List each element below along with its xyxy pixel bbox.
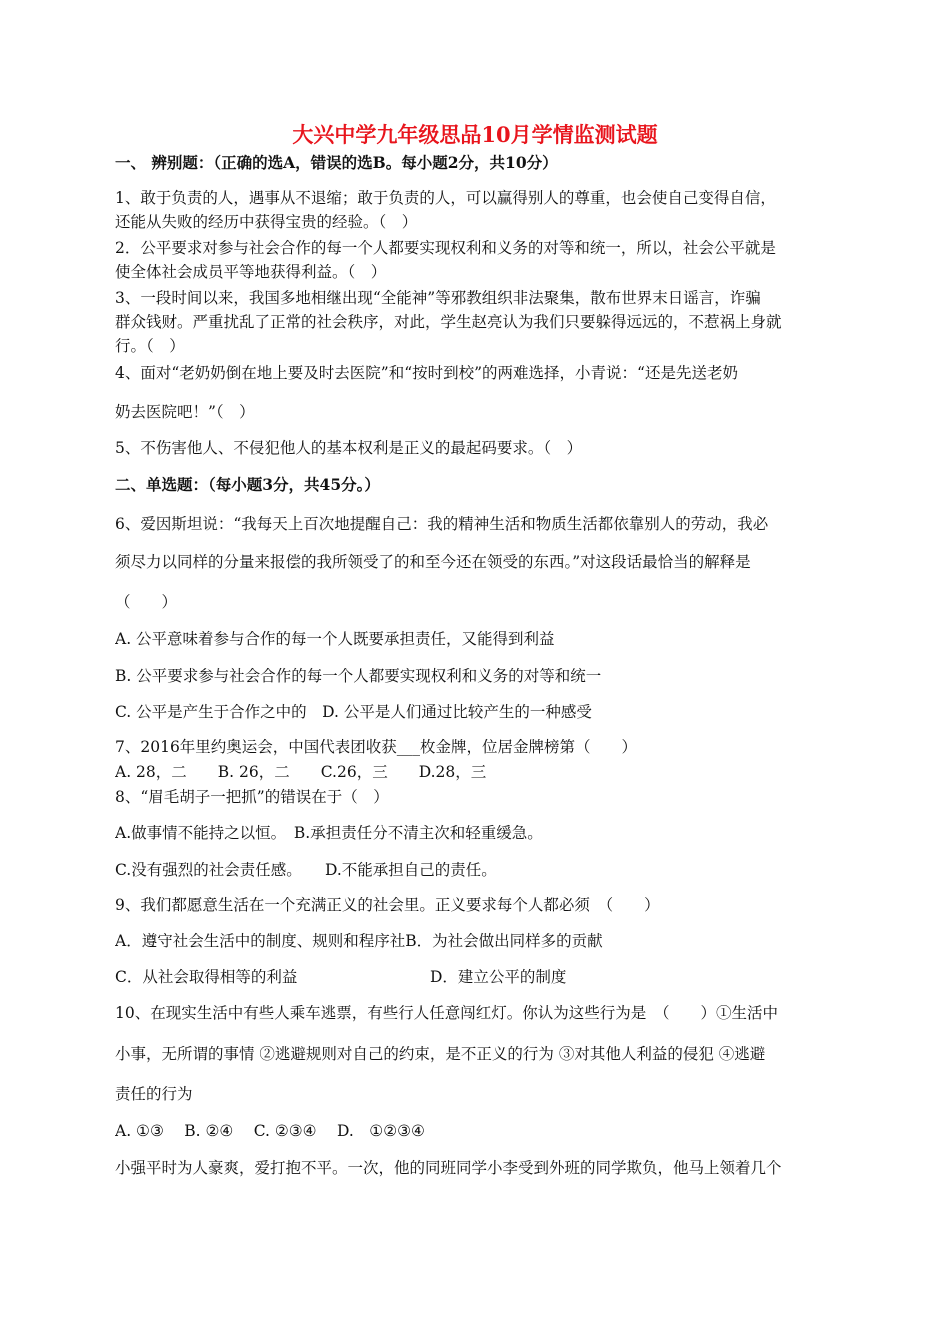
- section-heading-single-choice: 二、单选题：（每小题3分，共45分。）: [115, 475, 380, 494]
- question-6-option-cd: C. 公平是产生于合作之中的 D. 公平是人们通过比较产生的一种感受: [115, 703, 592, 721]
- question-2-line-1: 2．公平要求对参与社会合作的每一个人都要实现权利和义务的对等和统一，所以，社会公平就是: [115, 239, 776, 257]
- question-8: 8、“眉毛胡子一把抓”的错误在于（ ）: [115, 788, 389, 806]
- question-7-options: A. 28，二 B. 26，二 C.26，三 D.28，三: [115, 763, 487, 781]
- question-10-line-2: 小事，无所谓的事情 ②逃避规则对自己的约束，是不正义的行为 ③对其他人利益的侵犯 ④逃避: [115, 1045, 766, 1063]
- question-11-line-1: 小强平时为人豪爽，爱打抱不平。一次，他的同班同学小李受到外班的同学欺负，他马上领着几个: [115, 1159, 782, 1177]
- question-4-line-2: 奶去医院吧！”（ ）: [115, 403, 255, 421]
- question-1-line-1: 1、敢于负责的人，遇事从不退缩；敢于负责的人，可以赢得别人的尊重，也会使自己变得自信，: [115, 189, 776, 207]
- question-6-line-1: 6、爱因斯坦说：“我每天上百次地提醒自己：我的精神生活和物质生活都依靠别人的劳动，我必: [115, 515, 769, 533]
- question-2-line-2: 使全体社会成员平等地获得利益。（ ）: [115, 263, 387, 281]
- page-title: 大兴中学九年级思品10月学情监测试题: [292, 122, 658, 147]
- question-3-line-2: 群众钱财。严重扰乱了正常的社会秩序，对此，学生赵亮认为我们只要躲得远远的，不惹祸上身就: [115, 313, 782, 331]
- question-9-options-cd: [115, 966, 845, 988]
- question-9: 9、我们都愿意生活在一个充满正义的社会里。正义要求每个人都必须 （ ）: [115, 896, 660, 914]
- question-10-line-3: 责任的行为: [115, 1085, 193, 1103]
- question-8-options-ab: A.做事情不能持之以恒。 B.承担责任分不清主次和轻重缓急。: [115, 824, 543, 842]
- question-8-options-cd: C.没有强烈的社会责任感。 D.不能承担自己的责任。: [115, 861, 497, 879]
- question-3-line-3: 行。（ ）: [115, 337, 185, 355]
- question-6-line-3: （ ）: [115, 593, 178, 611]
- section-heading-judgement: 一、 辨别题：（正确的选A，错误的选B。每小题2分，共10分）: [115, 153, 558, 172]
- question-10-options: A. ①③ B. ②④ C. ②③④ D. ①②③④: [115, 1122, 425, 1140]
- question-3-line-1: 3、一段时间以来，我国多地相继出现“全能神”等邪教组织非法聚集，散布世界末日谣言，诈骗: [115, 289, 761, 307]
- question-6-line-2: 须尽力以同样的分量来报偿的我所领受了的和至今还在领受的东西。”对这段话最恰当的解释是: [115, 553, 751, 571]
- question-5: 5、不伤害他人、不侵犯他人的基本权利是正义的最起码要求。（ ）: [115, 439, 583, 457]
- question-6-option-b: B. 公平要求参与社会合作的每一个人都要实现权利和义务的对等和统一: [115, 667, 602, 685]
- question-4-line-1: 4、面对“老奶奶倒在地上要及时去医院”和“按时到校”的两难选择，小青说：“还是先送老奶: [115, 364, 738, 382]
- question-1-line-2: 还能从失败的经历中获得宝贵的经验。（ ）: [115, 213, 418, 231]
- question-9-option-d: D．建立公平的制度: [430, 968, 567, 986]
- question-9-options-ab: A．遵守社会生活中的制度、规则和程序社B．为社会做出同样多的贡献: [115, 932, 603, 950]
- question-10-line-1: 10、在现实生活中有些人乘车逃票，有些行人任意闯红灯。你认为这些行为是 （ ）①生活中: [115, 1004, 778, 1022]
- question-9-option-c: C．从社会取得相等的利益: [115, 968, 298, 986]
- question-6-option-a: A. 公平意味着参与合作的每一个人既要承担责任，又能得到利益: [115, 630, 555, 648]
- question-7: 7、2016年里约奥运会，中国代表团收获___枚金牌，位居金牌榜第（ ）: [115, 738, 638, 756]
